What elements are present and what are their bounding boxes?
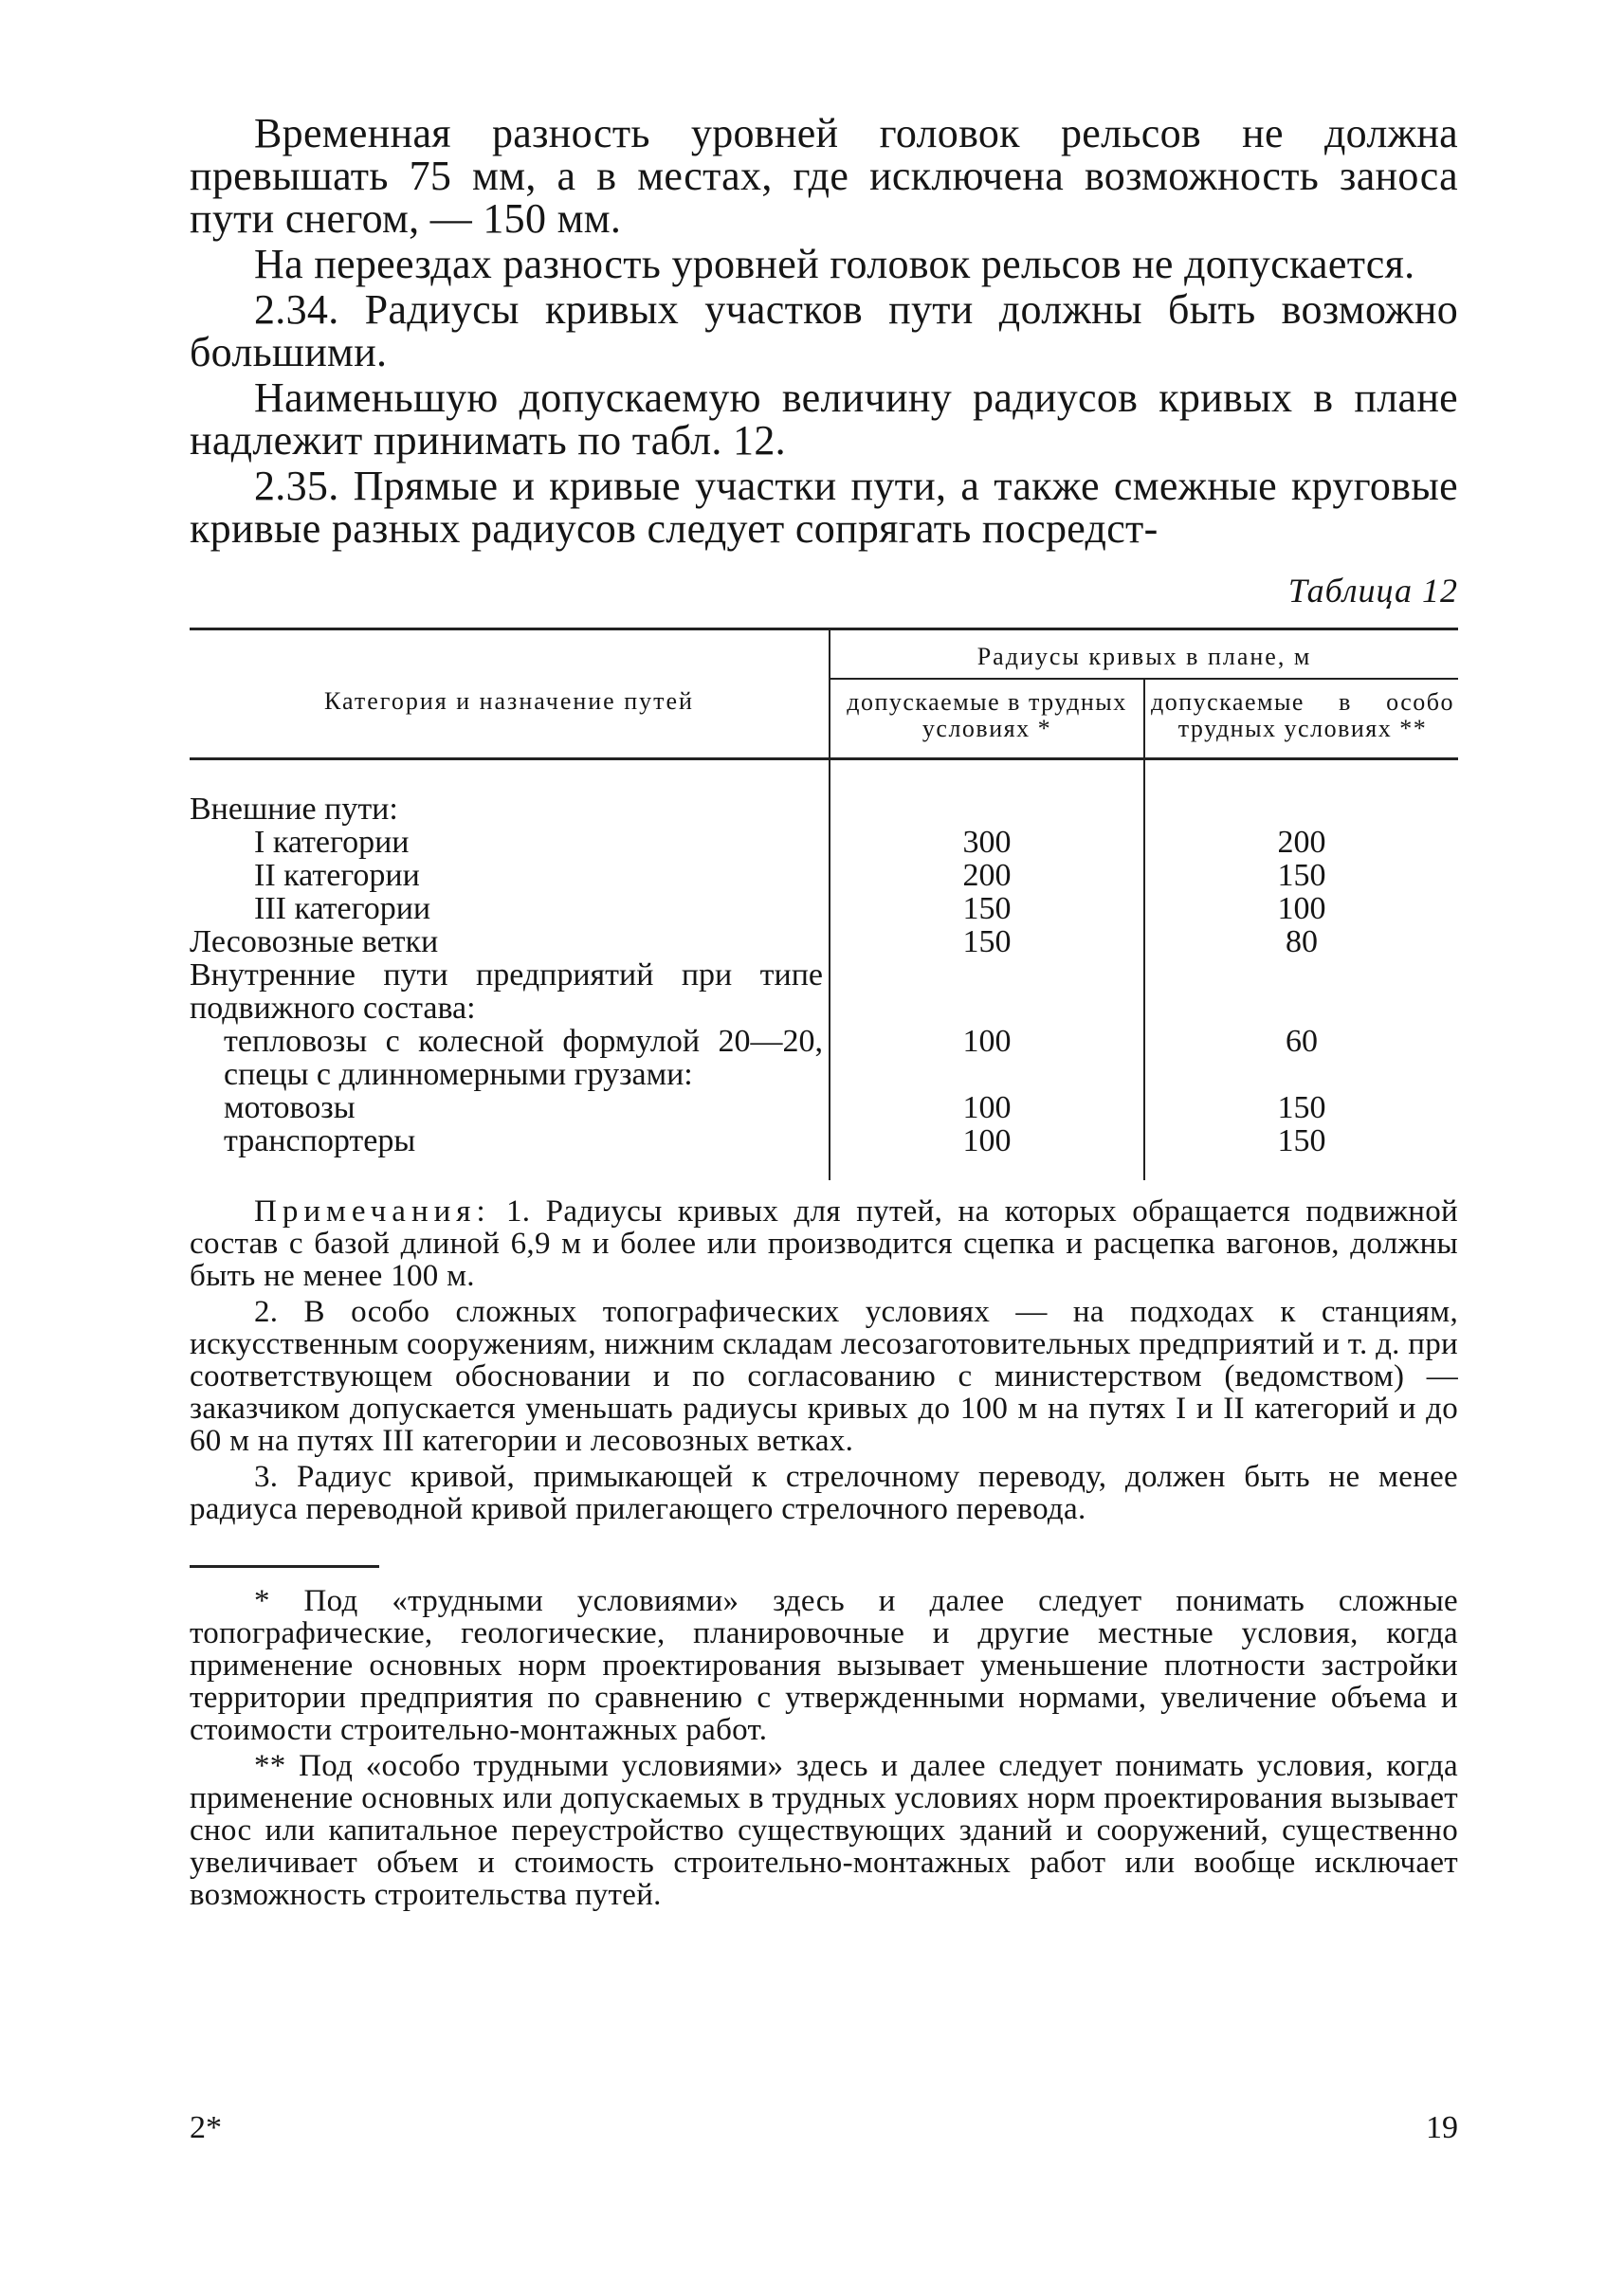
value-difficult xyxy=(830,958,1144,1025)
row-label: I категории xyxy=(254,825,410,860)
table-caption: Таблица 12 xyxy=(1287,572,1458,610)
row-label: II категории xyxy=(254,858,420,893)
signature-mark: 2* xyxy=(190,2110,222,2145)
value-difficult xyxy=(830,792,1144,826)
value-very-difficult: 80 xyxy=(1144,925,1458,958)
table-row xyxy=(190,792,1458,826)
note-2: 2. В особо сложных топографических условиях — на подходах к станциям, искусственным сооружениям, нижним складам лесозаготовительных предприятий и т. д. при соответствующем обосновании и по согласованию с министерством (ведомством) — заказчиком допускается уменьшать радиусы кривых до 100 м на путях I и II категорий и до 60 м на путях III категории и лесовозных ветках. xyxy=(190,1295,1458,1458)
row-label: Лесовозные ветки xyxy=(190,924,439,959)
value-difficult: 300 xyxy=(830,826,1144,859)
value-very-difficult: 150 xyxy=(1144,1091,1458,1124)
value-very-difficult: 150 xyxy=(1144,1124,1458,1180)
header-category: Категория и назначение путей xyxy=(190,629,830,759)
table-row xyxy=(190,1025,1458,1091)
row-label: Внутренние пути предприятий при типе подвижного состава: xyxy=(190,957,823,1026)
page-number: 19 xyxy=(1426,2110,1458,2145)
value-very-difficult: 100 xyxy=(1144,892,1458,925)
row-label: транспортеры xyxy=(224,1123,416,1158)
note-3: 3. Радиус кривой, примыкающей к стрелочному переводу, должен быть не менее радиуса переводной кривой прилегающего стрелочного перевода. xyxy=(190,1460,1458,1526)
body-paragraph: На переездах разность уровней головок рельсов не допускается. xyxy=(254,241,1415,287)
value-very-difficult: 60 xyxy=(1144,1025,1458,1091)
footnote-very-difficult: ** Под «особо трудными условиями» здесь и далее следует понимать условия, когда применение основных или допускаемых в трудных условиях норм проектирования вызывает снос или капитальное переустройство существующих зданий и сооружений, существенно увеличивает объем и стоимость строительно-монтажных работ или вообще исключает возможность строительства путей. xyxy=(190,1749,1458,1912)
table-row xyxy=(190,1124,1458,1180)
table-row xyxy=(190,958,1458,1025)
table-row xyxy=(190,892,1458,925)
body-paragraph: 2.35. Прямые и кривые участки пути, а также смежные круговые кривые разных радиусов следует сопрягать посредст- xyxy=(190,463,1458,552)
table-row xyxy=(190,859,1458,892)
note-1 xyxy=(190,1195,1458,1292)
header-radius-group: Радиусы кривых в плане, м xyxy=(830,629,1458,680)
value-very-difficult xyxy=(1144,792,1458,826)
value-difficult: 150 xyxy=(830,925,1144,958)
body-paragraph: Наименьшую допускаемую величину радиусов кривых в плане надлежит принимать по табл. 12. xyxy=(190,374,1458,464)
header-difficult: допускаемые в трудных условиях * xyxy=(830,679,1144,759)
body-paragraph: Временная разность уровней головок рельсов не должна превышать 75 мм, а в местах, где исключена возможность заноса пути снегом, — 150 мм. xyxy=(190,110,1458,242)
footnote-difficult: * Под «трудными условиями» здесь и далее следует понимать сложные топографические, геологические, планировочные и другие местные условия, когда применение основных норм проектирования вызывает уменьшение плотности застройки территории предприятия по сравнению с утвержденными нормами, увеличение объема и стоимости строительно-монтажных работ. xyxy=(190,1584,1458,1747)
row-label: тепловозы с колесной формулой 20—20, спецы с длинномерными грузами: xyxy=(224,1024,823,1092)
value-difficult: 100 xyxy=(830,1025,1144,1091)
row-label: Внешние пути: xyxy=(190,792,398,827)
value-difficult: 200 xyxy=(830,859,1144,892)
table-row xyxy=(190,826,1458,859)
value-very-difficult xyxy=(1144,958,1458,1025)
document-page xyxy=(190,112,1458,1915)
notes-label: Примечания: xyxy=(254,1194,491,1229)
value-very-difficult: 150 xyxy=(1144,859,1458,892)
note-1-text: 1. Радиусы кривых для путей, на которых обращается подвижной состав с базой длиной 6,9 м и более или производится сцепка и расцепка вагонов, должны быть не менее 100 м. xyxy=(190,1194,1458,1293)
table-row xyxy=(190,1091,1458,1124)
radius-table xyxy=(190,628,1458,1180)
footnote-divider xyxy=(190,1565,379,1568)
value-difficult: 100 xyxy=(830,1091,1144,1124)
value-difficult: 150 xyxy=(830,892,1144,925)
body-paragraph: 2.34. Радиусы кривых участков пути должны быть возможно большими. xyxy=(190,286,1458,375)
table-notes xyxy=(190,1195,1458,1525)
page-footer xyxy=(190,2110,1458,2146)
value-very-difficult: 200 xyxy=(1144,826,1458,859)
table-row xyxy=(190,925,1458,958)
row-label: III категории xyxy=(254,891,431,926)
header-very-difficult: допускаемые в особо трудных условиях ** xyxy=(1144,679,1458,759)
row-label: мотовозы xyxy=(224,1090,356,1125)
value-difficult: 100 xyxy=(830,1124,1144,1180)
